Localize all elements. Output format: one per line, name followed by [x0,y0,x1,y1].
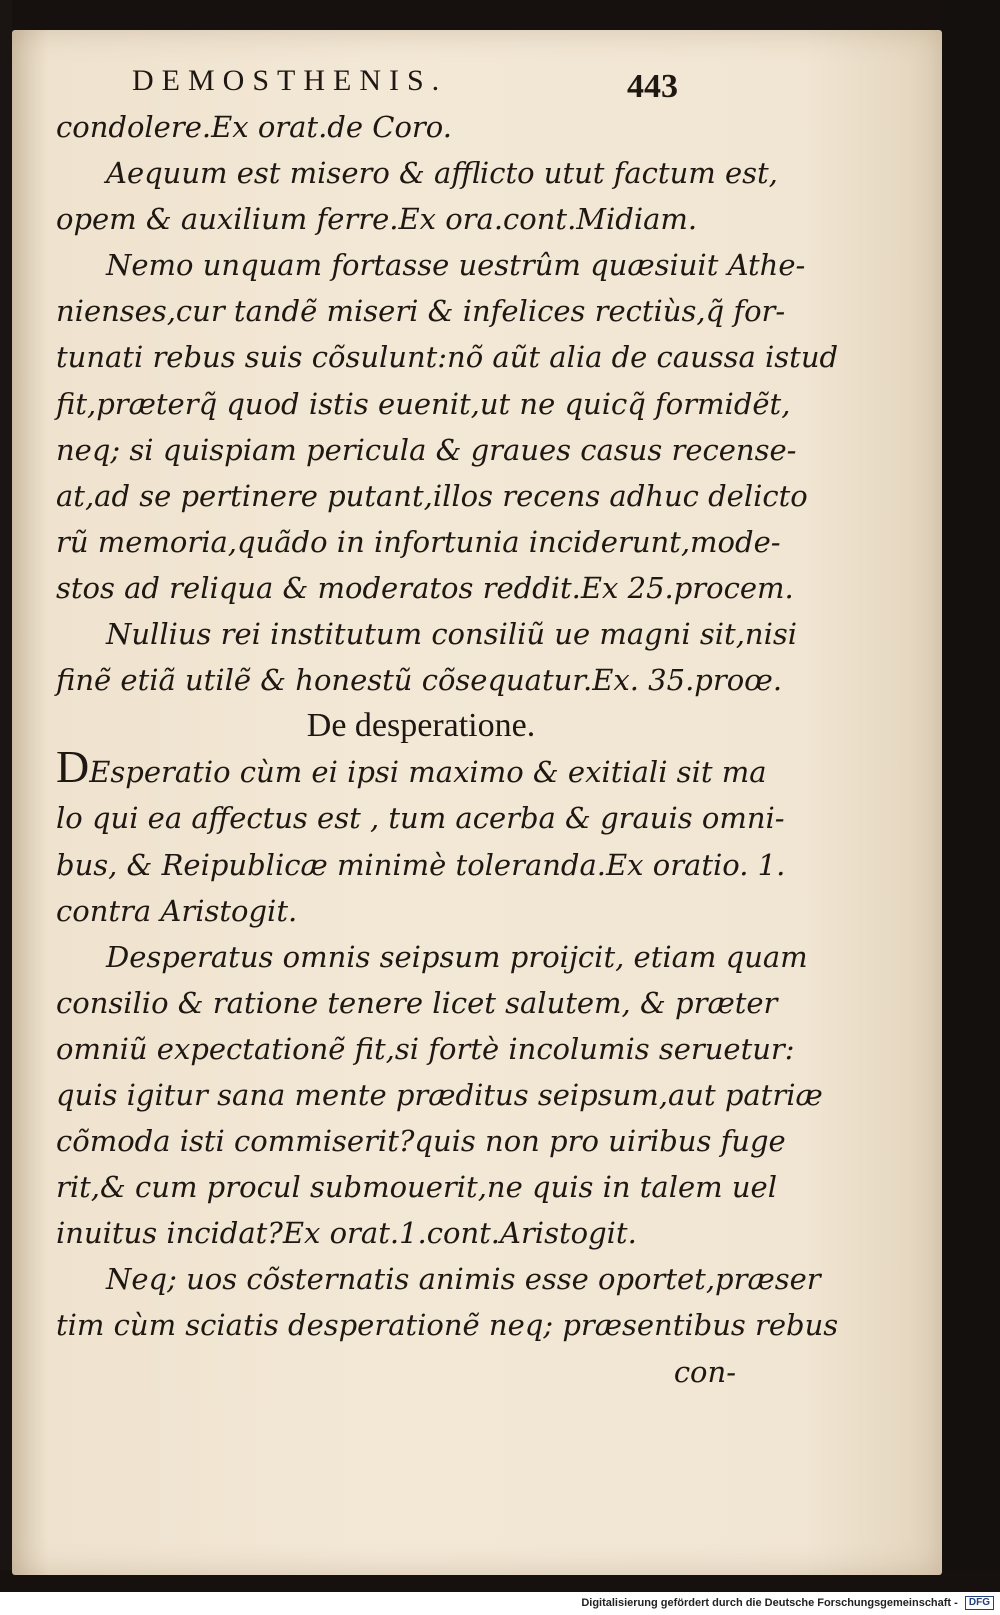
text-line-rest: Esperatio cùm ei ipsi maximo & exitiali sit ma [89,755,767,790]
text-line: inuitus incidat?Ex orat.1.cont.Aristogit. [56,1216,637,1251]
text-line: finẽ etiã utilẽ & honestũ cõsequatur.Ex. 35.proœ. [56,663,783,698]
credit-text: Digitalisierung gefördert durch die Deutsche Forschungsgemeinschaft - [581,1596,958,1609]
text-line: Neq; uos cõsternatis animis esse oportet,præser [106,1262,821,1297]
text-line: cõmoda isti commiserit?quis non pro uiribus fuge [56,1124,786,1159]
text-line: Nullius rei institutum consiliũ ue magni sit,nisi [106,617,798,652]
text-line: tim cùm sciatis desperationẽ neq; præsentibus rebus [56,1308,839,1343]
text-line: lo qui ea affectus est , tum acerba & grauis omni- [56,801,785,836]
text-line: stos ad reliqua & moderatos reddit.Ex 25.procem. [56,570,794,605]
dfg-logo: DFG [965,1596,994,1610]
text-line: quis igitur sana mente præditus seipsum,aut patriæ [56,1077,823,1112]
text-line [56,741,767,795]
text-line: fit,præterq̃ quod istis euenit,ut ne quicq̃ formidẽt, [56,386,791,421]
text-line: contra Aristogit. [56,893,298,928]
text-line: rũ memoria,quãdo in infortunia inciderunt,mode- [56,524,781,559]
page-header [12,30,942,105]
scan-border-left [0,0,12,1590]
drop-cap: D [56,741,90,793]
text-line: Aequum est misero & afflicto utut factum est, [106,156,778,191]
text-line: opem & auxilium ferre.Ex ora.cont.Midiam. [56,202,698,237]
text-line: neq; si quispiam pericula & graues casus recense- [56,432,797,467]
text-line: omniũ expectationẽ fit,si fortè incolumis seruetur: [56,1031,795,1066]
section-heading: De desperatione. [306,707,536,745]
page-number: 443 [627,68,678,105]
running-head: DEMOSTHENIS. [132,64,448,97]
scan-border-top [0,0,1000,34]
text-line: Desperatus omnis seipsum proijcit, etiam quam [106,939,808,974]
text-line: at,ad se pertinere putant,illos recens adhuc delicto [56,478,808,513]
text-line: rit,& cum procul submouerit,ne quis in talem uel [56,1170,777,1205]
text-line: condolere.Ex orat.de Coro. [56,110,452,144]
text-line: consilio & ratione tenere licet salutem, & præter [56,985,778,1020]
book-page [12,30,942,1575]
text-line: Nemo unquam fortasse uestrûm quæsiuit Athe- [106,248,806,283]
text-line: bus, & Reipublicæ minimè toleranda.Ex oratio. 1. [56,847,786,882]
digitization-credit [581,1596,994,1610]
catchword: con- [673,1354,736,1389]
text-line: nienses,cur tandẽ miseri & infelices rectiùs,q̃ for- [56,294,786,329]
scan-border-right [940,0,1000,1590]
text-line: tunati rebus suis cõsulunt:nõ aũt alia de caussa istud [56,340,839,375]
page-text [56,104,839,1395]
